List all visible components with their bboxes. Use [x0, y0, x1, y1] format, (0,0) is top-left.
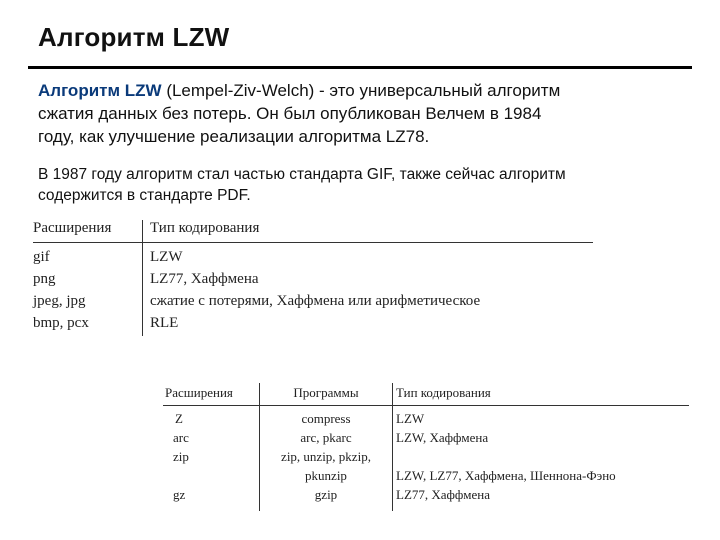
gif-line-1: В 1987 году алгоритм стал частью стандарта GIF, также сейчас алгоритм	[38, 166, 566, 183]
table2-cell-type: LZW	[396, 411, 425, 426]
intro-line-3: году, как улучшение реализации алгоритма LZ78.	[38, 127, 430, 146]
table2-header-programs: Программы	[293, 385, 359, 400]
table1-cell-ext: jpeg, jpg	[33, 293, 86, 309]
table2-header-encoding: Тип кодирования	[396, 385, 491, 400]
table1-cell-ext: gif	[33, 249, 50, 265]
table2-cell-ext: Z	[175, 411, 183, 426]
table1-header-rule	[33, 242, 593, 243]
intro-line-2: сжатия данных без потерь. Он был опубликован Велчем в 1984	[38, 104, 542, 123]
table2-cell-type: LZ77, Хаффмена	[396, 487, 491, 502]
table1-column-divider	[142, 220, 143, 336]
gif-pdf-paragraph	[38, 164, 688, 206]
table2-cell-program: zip, unzip, pkzip,	[281, 449, 371, 464]
table2-cell-program: arc, pkarc	[300, 430, 352, 445]
algorithm-term: Алгоритм LZW	[38, 81, 162, 100]
table1-cell-type: сжатие с потерями, Хаффмена или арифметическое	[150, 293, 481, 309]
table1-cell-type: LZ77, Хаффмена	[150, 271, 259, 287]
table1-header-encoding: Тип кодирования	[150, 220, 260, 236]
table2-cell-type: LZW, LZ77, Хаффмена, Шеннона-Фэно	[396, 468, 616, 483]
table2-cell-program: gzip	[314, 487, 338, 502]
table2-cell-ext: gz	[173, 487, 186, 502]
intro-line-1: (Lempel-Ziv-Welch) - это универсальный алгоритм	[161, 81, 561, 100]
table2-column-divider	[259, 383, 260, 511]
gif-line-2: содержится в стандарте PDF.	[38, 187, 251, 204]
intro-paragraph	[38, 79, 688, 148]
slide-title: Алгоритм LZW	[38, 22, 230, 52]
table2-header-extensions: Расширения	[165, 385, 233, 400]
table2-cell-type: LZW, Хаффмена	[396, 430, 489, 445]
table1-cell-ext: bmp, pcx	[33, 315, 89, 331]
table2-header-rule	[163, 405, 689, 406]
title-divider	[28, 66, 692, 69]
table1-cell-type: RLE	[150, 315, 179, 331]
table2-cell-ext: zip	[173, 449, 189, 464]
table1-cell-type: LZW	[150, 249, 183, 265]
table2-cell-program: pkunzip	[305, 468, 347, 483]
table2-cell-ext: arc	[173, 430, 189, 445]
table2-cell-program: compress	[301, 411, 351, 426]
table2-column-divider	[392, 383, 393, 511]
table1-header-extensions: Расширения	[33, 220, 112, 236]
table1-cell-ext: png	[33, 271, 56, 287]
